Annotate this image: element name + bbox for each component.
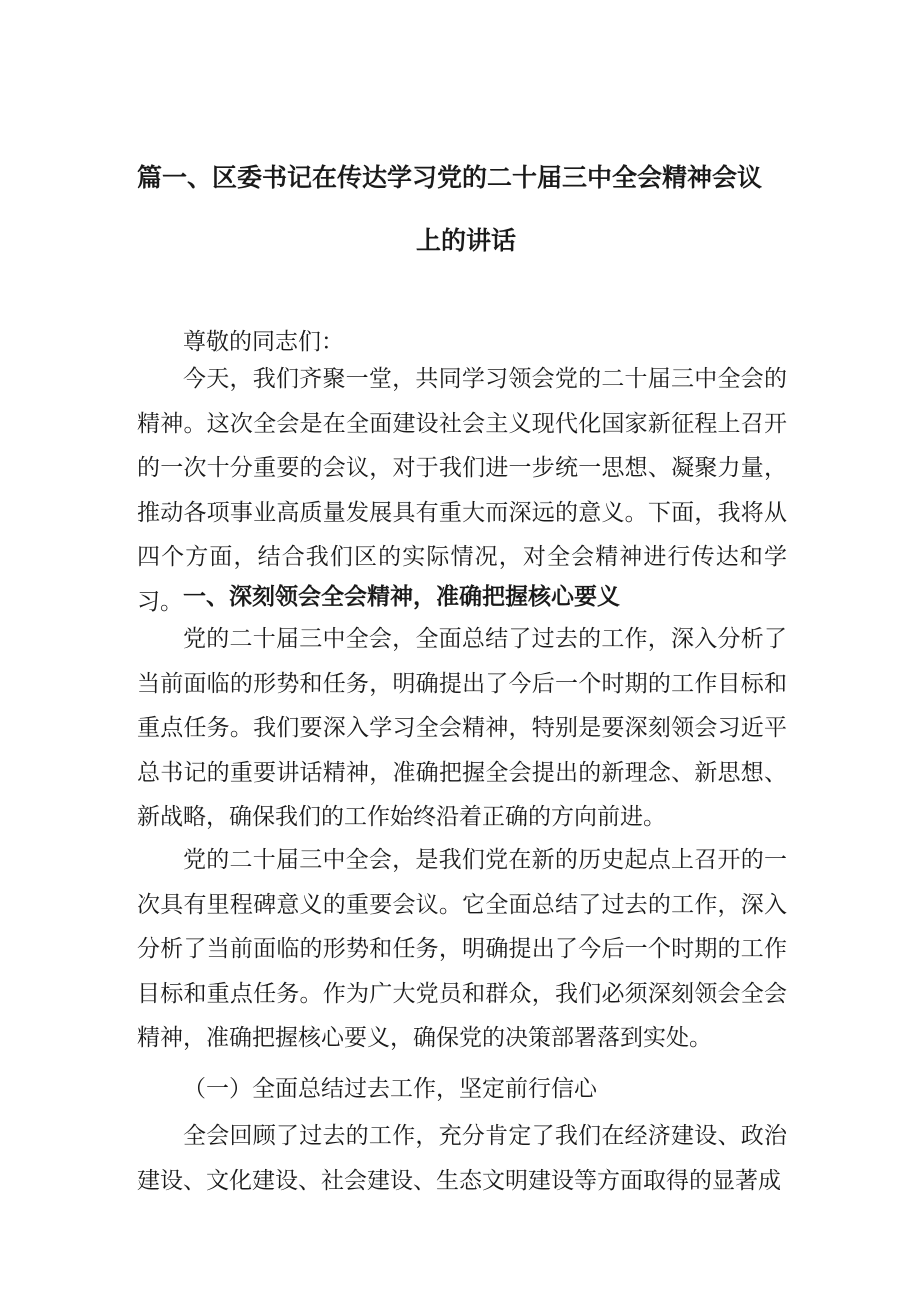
paragraph-3 [137, 838, 787, 1061]
paragraph-4 [137, 1114, 787, 1203]
paragraph-1-text: 今天，我们齐聚一堂，共同学习领会党的二十届三中全会的精神。这次全会是在全面建设社会主义现代化国家新征程上召开的一次十分重要的会议，对于我们进一步统一思想、凝聚力量，推动各项事业高质量发展具有重大而深远的意义。下面，我将从四个方面，结合我们区的实际情况，对全会精神进行传达和学习。 [137, 366, 787, 615]
salutation-text: 尊敬的同志们： [183, 329, 344, 355]
paragraph-2 [137, 617, 787, 840]
paragraph-3-text: 党的二十届三中全会，是我们党在新的历史起点上召开的一次具有里程碑意义的重要会议。它全面总结了过去的工作，深入分析了当前面临的形势和任务，明确提出了今后一个时期的工作目标和重点任务。作为广大党员和群众，我们必须深刻领会全会精神，准确把握核心要义，确保党的决策部署落到实处。 [137, 847, 787, 1052]
section-heading-1: 一、深刻领会全会精神，准确把握核心要义 [183, 584, 620, 610]
paragraph-4-text: 全会回顾了过去的工作，充分肯定了我们在经济建设、政治建设、文化建设、社会建设、生态文明建设等方面取得的显著成 [137, 1123, 787, 1194]
document-title-line-1: 篇一、区委书记在传达学习党的二十届三中全会精神会议 [137, 163, 763, 192]
paragraph-2-text: 党的二十届三中全会，全面总结了过去的工作，深入分析了当前面临的形势和任务，明确提出了今后一个时期的工作目标和重点任务。我们要深入学习全会精神，特别是要深刻领会习近平总书记的重要讲话精神，准确把握全会提出的新理念、新思想、新战略，确保我们的工作始终沿着正确的方向前进。 [137, 626, 787, 831]
document-title-line-2: 上的讲话 [416, 226, 517, 255]
subsection-heading-1: （一）全面总结过去工作，坚定前行信心 [183, 1076, 597, 1102]
